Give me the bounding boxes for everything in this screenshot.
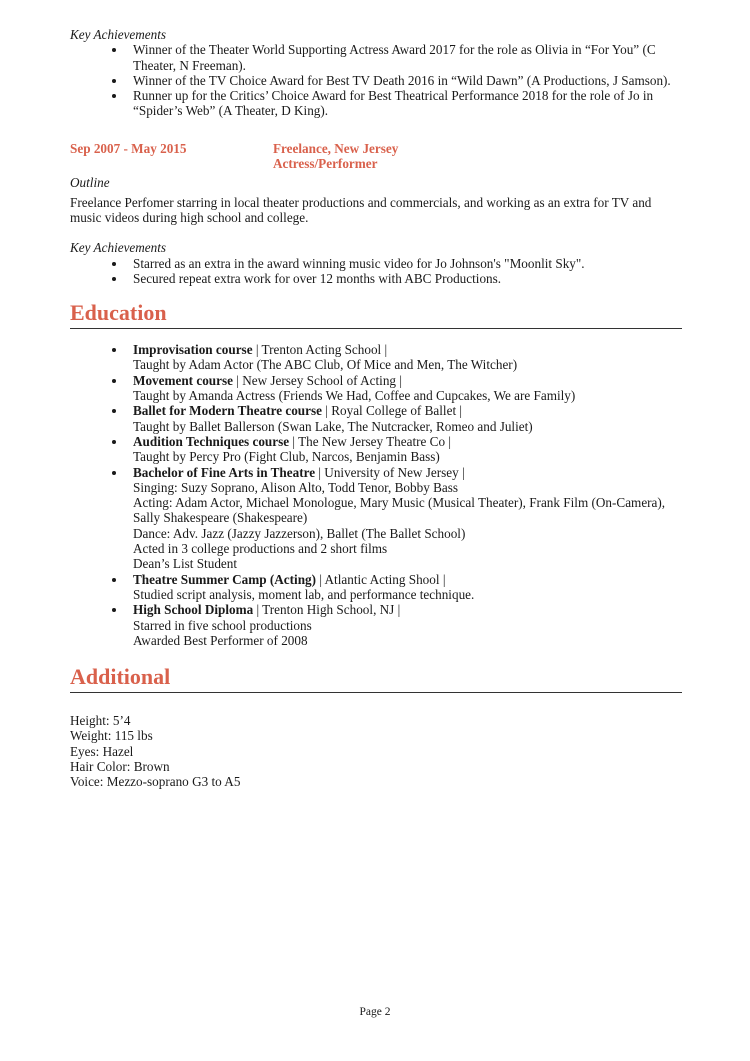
education-list [70,342,682,648]
achievement-item: Starred as an extra in the award winning music video for Jo Johnson's "Moonlit Sky". [133,256,682,271]
education-name: Bachelor of Fine Arts in Theatre [133,464,316,480]
section-title: Education [70,300,682,329]
education-institution: | Trenton Acting School | [252,342,388,358]
achievement-item: Secured repeat extra work for over 12 months with ABC Productions. [133,271,682,286]
education-detail: Studied script analysis, moment lab, and performance technique. [133,586,475,602]
outline-text: Freelance Perfomer starring in local theater productions and commercials, and working as an extra for TV and music videos during high school and college. [70,194,652,225]
page-number: Page 2 [359,1006,391,1018]
job-title: Actress/Performer [273,156,378,172]
job-company: Freelance, New Jersey [273,140,399,156]
education-item [133,373,682,404]
additional-line: Eyes: Hazel [70,743,134,759]
education-item [133,403,682,434]
key-achievements-label: Key Achievements [70,27,167,42]
education-detail: Taught by Amanda Actress (Friends We Had, Coffee and Cupcakes, We are Family) [133,388,576,404]
education-item [133,602,682,648]
education-institution: | Atlantic Acting Shool | [316,571,446,587]
job-dates: Sep 2007 - May 2015 [70,140,187,156]
additional-section [70,664,682,789]
achievement-item: Runner up for the Critics’ Choice Award for Best Theatrical Performance 2018 for the role of Jo in “Spider’s Web” (A Theater, D King). [133,88,682,119]
job-heading [273,141,398,172]
education-institution: | University of New Jersey | [315,464,465,480]
education-detail: Dance: Adv. Jazz (Jazzy Jazzerson), Ballet (The Ballet School) [133,525,466,541]
education-item [133,572,682,603]
education-name: Improvisation course [133,342,253,358]
education-detail: Taught by Ballet Ballerson (Swan Lake, The Nutcracker, Romeo and Juliet) [133,418,533,434]
education-name: Audition Techniques course [133,433,290,449]
achievements-list [70,256,682,287]
achievement-item: Winner of the TV Choice Award for Best TV Death 2016 in “Wild Dawn” (A Productions, J Samson). [133,73,682,88]
education-institution: | Trenton High School, NJ | [253,602,401,618]
education-detail: Dean’s List Student [133,556,238,572]
page-content [70,27,682,790]
section-title: Additional [70,664,682,693]
education-detail: Starred in five school productions [133,617,312,633]
education-name: Movement course [133,372,233,388]
additional-line: Hair Color: Brown [70,758,170,774]
education-item [133,342,682,373]
education-detail: Acted in 3 college productions and 2 short films [133,541,388,557]
achievements-list [70,42,682,118]
achievement-item: Winner of the Theater World Supporting Actress Award 2017 for the role as Olivia in “For You” (C Theater, N Freeman). [133,42,682,73]
education-detail: Taught by Percy Pro (Fight Club, Narcos, Benjamin Bass) [133,449,440,465]
outline-label: Outline [70,175,110,191]
education-name: Theatre Summer Camp (Acting) [133,571,317,587]
education-name: Ballet for Modern Theatre course [133,403,322,419]
additional-line: Height: 5’4 [70,713,131,729]
education-section [70,300,682,648]
education-detail: Acting: Adam Actor, Michael Monologue, Mary Music (Musical Theater), Frank Film (On-Camera), Sally Shakespeare (Shakespeare) [133,495,666,526]
education-institution: | The New Jersey Theatre Co | [289,433,451,449]
education-detail: Taught by Adam Actor (The ABC Club, Of Mice and Men, The Witcher) [133,357,518,373]
education-institution: | Royal College of Ballet | [321,403,463,419]
education-item [133,434,682,465]
education-detail: Singing: Suzy Soprano, Alison Alto, Todd Tenor, Bobby Bass [133,479,459,495]
education-detail: Awarded Best Performer of 2008 [133,632,308,648]
job-entry [70,141,682,172]
additional-line: Voice: Mezzo-soprano G3 to A5 [70,774,241,790]
education-institution: | New Jersey School of Acting | [232,372,402,388]
additional-list [70,713,682,789]
education-name: High School Diploma [133,602,254,618]
education-item [133,465,682,572]
additional-line: Weight: 115 lbs [70,728,153,744]
key-achievements-label: Key Achievements [70,240,167,256]
